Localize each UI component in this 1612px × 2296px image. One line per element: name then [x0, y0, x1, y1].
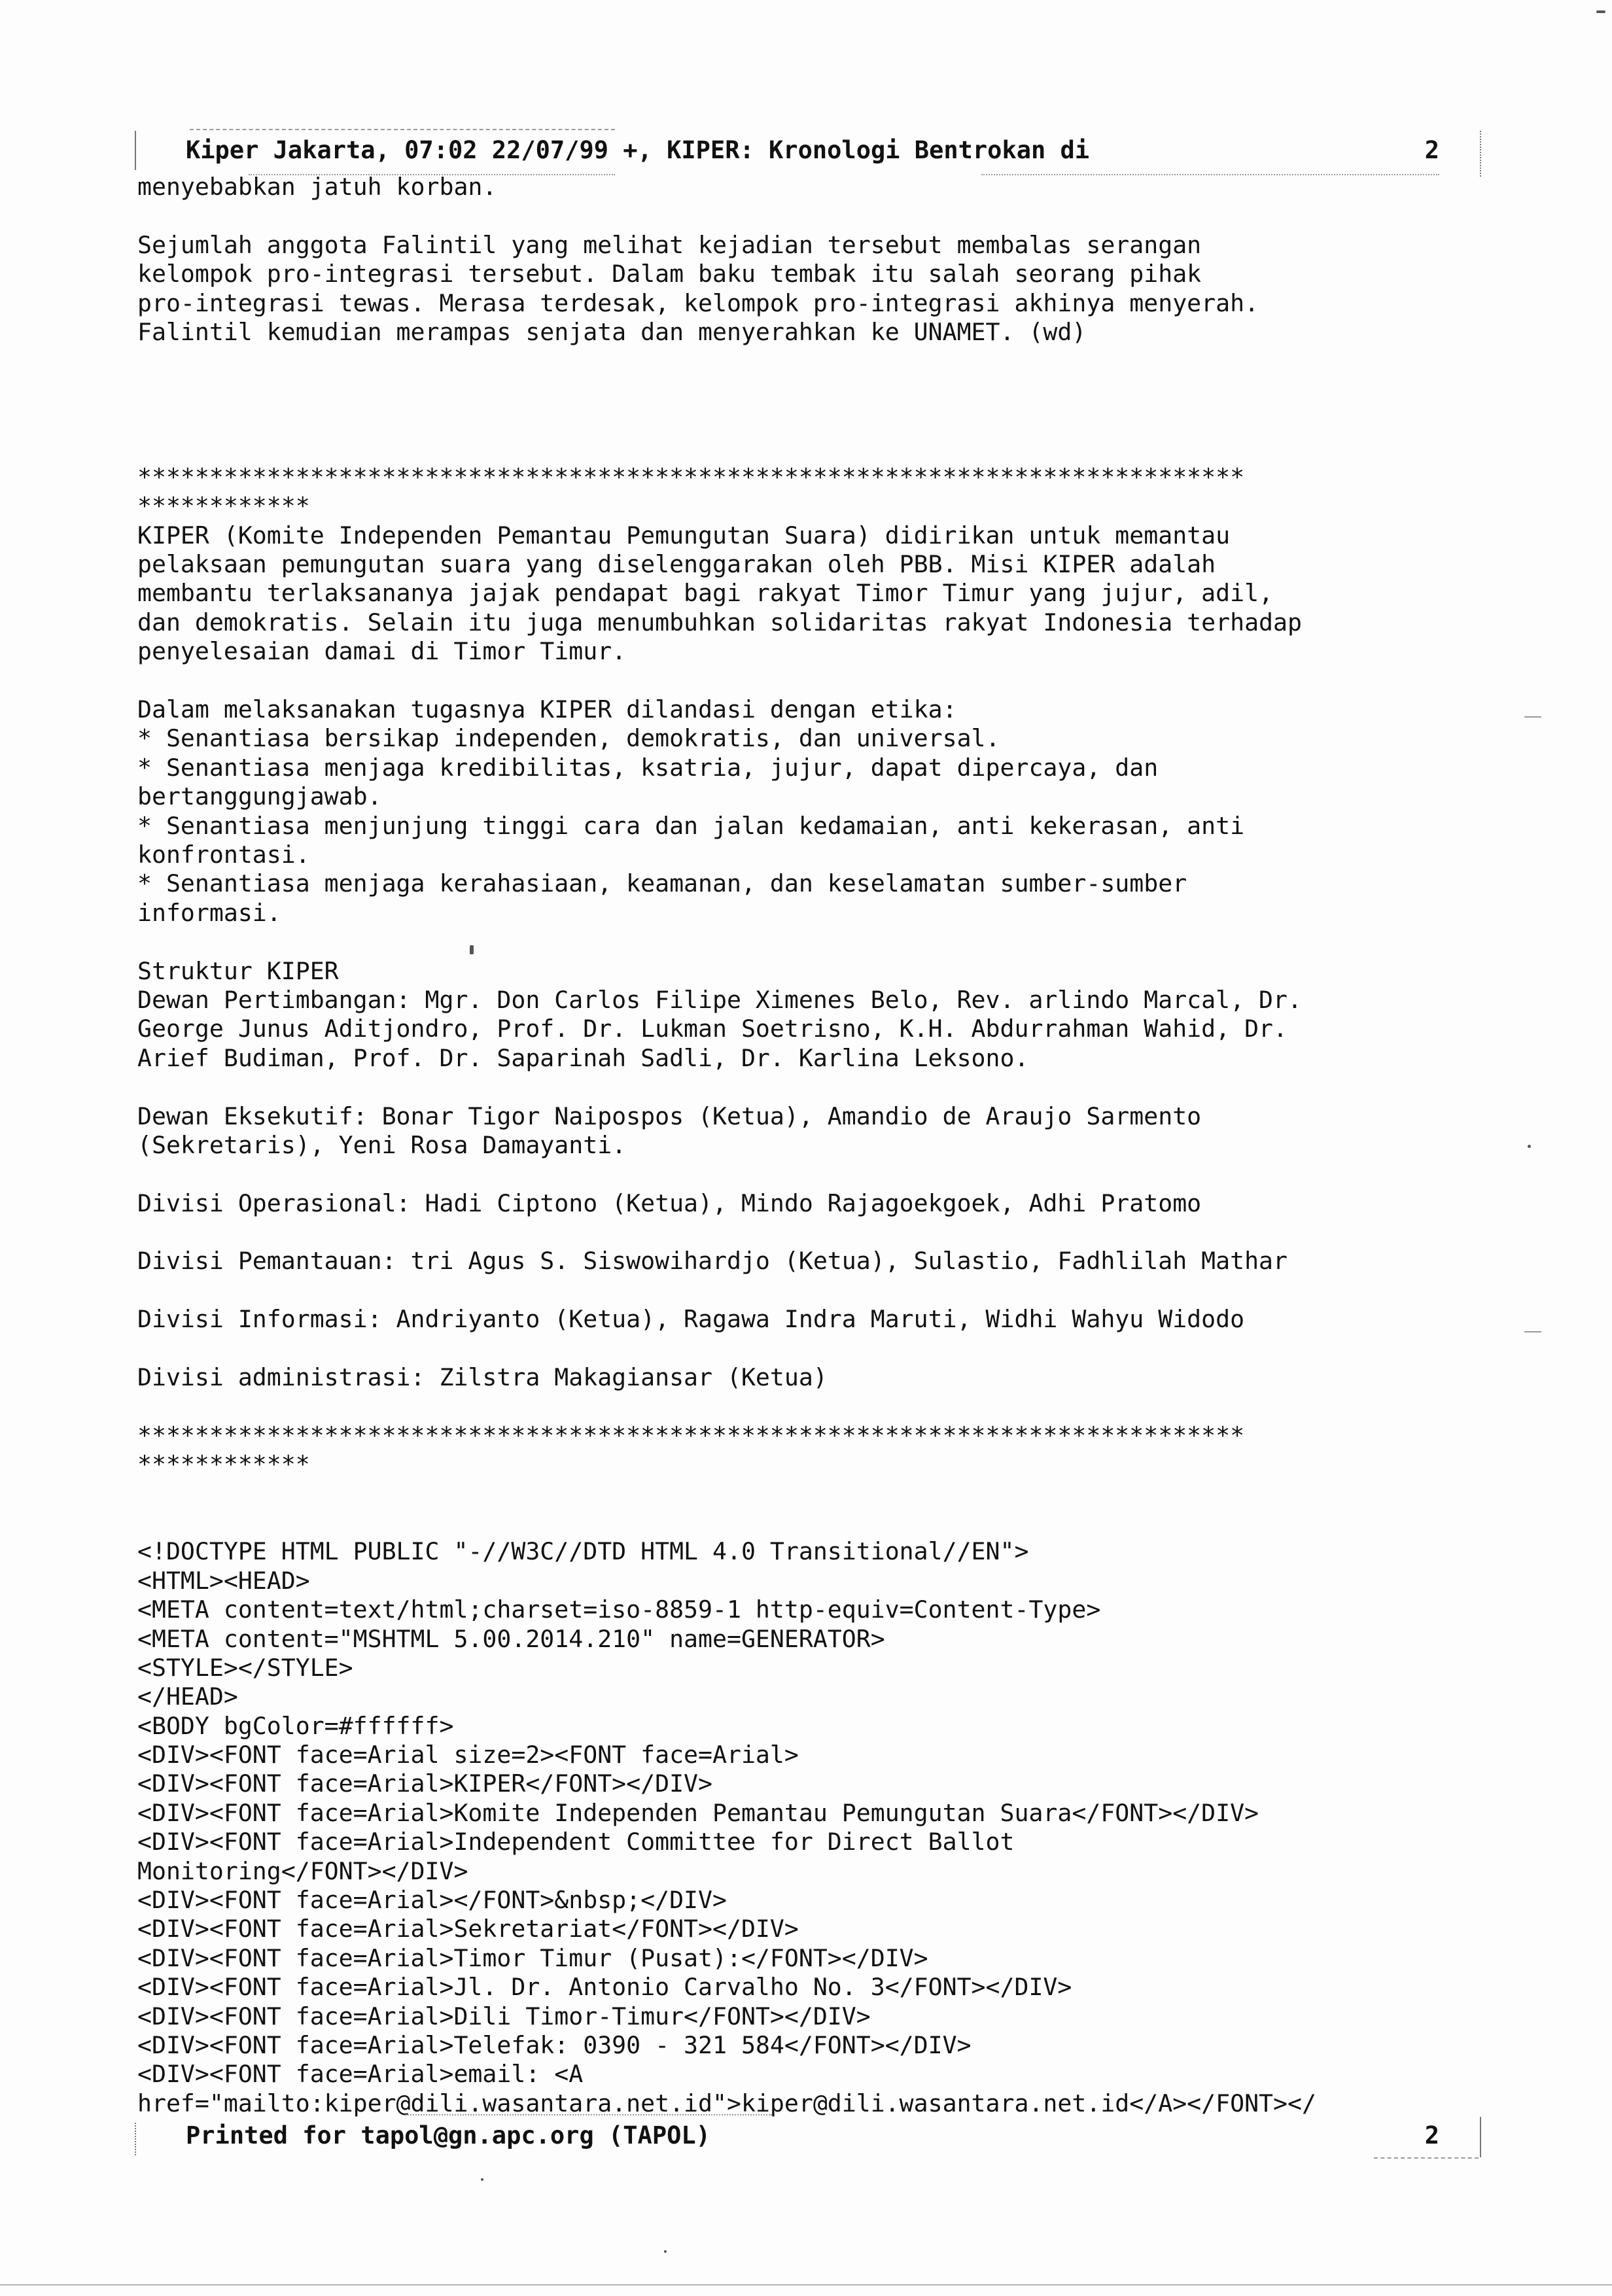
text-line: <DIV><FONT face=Arial>KIPER</FONT></DIV> [137, 1769, 712, 1798]
text-line: Divisi administrasi: Zilstra Makagiansar (Ketua) [137, 1363, 828, 1392]
text-line: membantu terlaksananya jajak pendapat bagi rakyat Timor Timur yang jujur, adil, [137, 579, 1274, 608]
text-line: <META content="MSHTML 5.00.2014.210" name=GENERATOR> [137, 1624, 885, 1653]
text-line: Divisi Operasional: Hadi Ciptono (Ketua), Mindo Rajagoekgoek, Adhi Pratomo [137, 1189, 1202, 1217]
text-line: * Senantiasa menjunjung tinggi cara dan jalan kedamaian, anti kekerasan, anti [137, 811, 1245, 840]
blank-line [137, 1160, 1485, 1189]
text-line: Sejumlah anggota Falintil yang melihat kejadian tersebut membalas serangan [137, 230, 1202, 259]
text-line: href="mailto:kiper@dili.wasantara.net.id">kiper@dili.wasantara.net.id</A></FONT></ [137, 2089, 1316, 2117]
text-line: </HEAD> [137, 1682, 238, 1711]
text-line: (Sekretaris), Yeni Rosa Damayanti. [137, 1130, 627, 1159]
scan-speck [664, 2250, 667, 2253]
scan-speck [1596, 10, 1605, 13]
text-line: penyelesaian damai di Timor Timur. [137, 637, 627, 666]
footer-right-bar [1480, 2117, 1481, 2157]
blank-line [137, 1276, 1485, 1305]
text-line: <DIV><FONT face=Arial size=2><FONT face=Arial> [137, 1741, 799, 1769]
blank-line [137, 1508, 1485, 1537]
text-line: menyebabkan jatuh korban. [137, 173, 497, 201]
text-line: ***************************************************************************** [137, 1421, 1245, 1450]
text-line: Monitoring</FONT></DIV> [137, 1856, 468, 1885]
scan-speck [470, 945, 474, 954]
text-line: Divisi Informasi: Andriyanto (Ketua), Ragawa Indra Maruti, Widhi Wahyu Widodo [137, 1305, 1245, 1334]
text-line: pelaksaan pemungutan suara yang diselenggarakan oleh PBB. Misi KIPER adalah [137, 550, 1216, 579]
blank-line [137, 347, 1485, 375]
blank-line [137, 1218, 1485, 1247]
text-line: dan demokratis. Selain itu juga menumbuhkan solidaritas rakyat Indonesia terhadap [137, 608, 1302, 636]
text-line: George Junus Aditjondro, Prof. Dr. Lukman Soetrisno, K.H. Abdurrahman Wahid, Dr. [137, 1015, 1288, 1043]
text-line: <STYLE></STYLE> [137, 1653, 353, 1682]
blank-line [137, 434, 1485, 463]
scan-speck [481, 2178, 483, 2181]
text-line: ************ [137, 1450, 310, 1479]
header-top-rule [190, 129, 615, 130]
text-line: * Senantiasa menjaga kredibilitas, ksatria, jujur, dapat dipercaya, dan [137, 753, 1159, 782]
text-line: ************ [137, 492, 310, 521]
text-line: <DIV><FONT face=Arial>Sekretariat</FONT></DIV> [137, 1915, 799, 1943]
header-left-bar [135, 131, 136, 170]
text-line: * Senantiasa menjaga kerahasiaan, keamanan, dan keselamatan sumber-sumber [137, 869, 1187, 898]
document-body [137, 173, 1485, 2118]
scan-bottom-edge [0, 2284, 1612, 2286]
text-line: <DIV><FONT face=Arial>Komite Independen Pemantau Pemungutan Suara</FONT></DIV> [137, 1798, 1259, 1827]
text-line: <DIV><FONT face=Arial>Telefak: 0390 - 321 584</FONT></DIV> [137, 2031, 972, 2059]
page-footer [135, 2119, 1476, 2152]
blank-line [137, 667, 1485, 695]
text-line: Falintil kemudian merampas senjata dan menyerahkan ke UNAMET. (wd) [137, 317, 1087, 346]
text-line: <DIV><FONT face=Arial>email: <A [137, 2060, 584, 2089]
text-line: <DIV><FONT face=Arial>Jl. Dr. Antonio Carvalho No. 3</FONT></DIV> [137, 1973, 1072, 2002]
footer-left-bar [135, 2123, 136, 2155]
text-line: pro-integrasi tewas. Merasa terdesak, kelompok pro-integrasi akhinya menyerah. [137, 288, 1259, 317]
text-line: konfrontasi. [137, 840, 310, 869]
header-right-bar [1480, 131, 1481, 177]
footer-title: Printed for tapol@gn.apc.org (TAPOL) [186, 2121, 710, 2149]
text-line: Dewan Pertimbangan: Mgr. Don Carlos Filipe Ximenes Belo, Rev. arlindo Marcal, Dr. [137, 985, 1302, 1014]
blank-line [137, 201, 1485, 230]
footer-top-rule [406, 2114, 772, 2115]
footer-bottom-rule [1374, 2157, 1479, 2159]
scan-edge-mark [1524, 716, 1541, 718]
text-line: <DIV><FONT face=Arial>Timor Timur (Pusat):</FONT></DIV> [137, 1943, 928, 1972]
blank-line [137, 928, 1485, 956]
text-line: <META content=text/html;charset=iso-8859-1 http-equiv=Content-Type> [137, 1595, 1101, 1624]
text-line: <DIV><FONT face=Arial>Dili Timor-Timur</FONT></DIV> [137, 2002, 871, 2030]
text-line: Dalam melaksanakan tugasnya KIPER dilandasi dengan etika: [137, 695, 957, 724]
blank-line [137, 1073, 1485, 1102]
blank-line [137, 405, 1485, 434]
text-line: Divisi Pemantauan: tri Agus S. Siswowihardjo (Ketua), Sulastio, Fadhlilah Mathar [137, 1247, 1288, 1276]
text-line: <DIV><FONT face=Arial></FONT>&nbsp;</DIV> [137, 1886, 727, 1915]
text-line: bertanggungjawab. [137, 782, 382, 811]
blank-line [137, 376, 1485, 405]
text-line: <BODY bgColor=#ffffff> [137, 1711, 454, 1740]
text-line: <DIV><FONT face=Arial>Independent Committee for Direct Ballot [137, 1828, 1015, 1856]
text-line: <HTML><HEAD> [137, 1566, 310, 1595]
text-line: kelompok pro-integrasi tersebut. Dalam baku tembak itu salah seorang pihak [137, 260, 1202, 288]
text-line: Struktur KIPER [137, 956, 339, 985]
text-line: <!DOCTYPE HTML PUBLIC "-//W3C//DTD HTML 4.0 Transitional//EN"> [137, 1537, 1029, 1566]
text-line: informasi. [137, 898, 281, 927]
text-line: * Senantiasa bersikap independen, demokratis, dan universal. [137, 724, 1000, 753]
text-line: ***************************************************************************** [137, 462, 1245, 491]
text-line: KIPER (Komite Independen Pemantau Pemungutan Suara) didirikan untuk memantau [137, 521, 1231, 549]
text-line: Arief Budiman, Prof. Dr. Saparinah Sadli, Dr. Karlina Leksono. [137, 1043, 1029, 1072]
text-line: Dewan Eksekutif: Bonar Tigor Naipospos (Ketua), Amandio de Araujo Sarmento [137, 1102, 1202, 1130]
page-header [135, 134, 1476, 167]
header-title: Kiper Jakarta, 07:02 22/07/99 +, KIPER: Kronologi Bentrokan di [186, 136, 1090, 164]
scan-edge-mark [1524, 1331, 1541, 1332]
blank-line [137, 1392, 1485, 1421]
scan-speck [1528, 1145, 1531, 1148]
header-page-number: 2 [1424, 136, 1439, 164]
blank-line [137, 1480, 1485, 1508]
blank-line [137, 1334, 1485, 1363]
footer-page-number: 2 [1424, 2121, 1439, 2149]
